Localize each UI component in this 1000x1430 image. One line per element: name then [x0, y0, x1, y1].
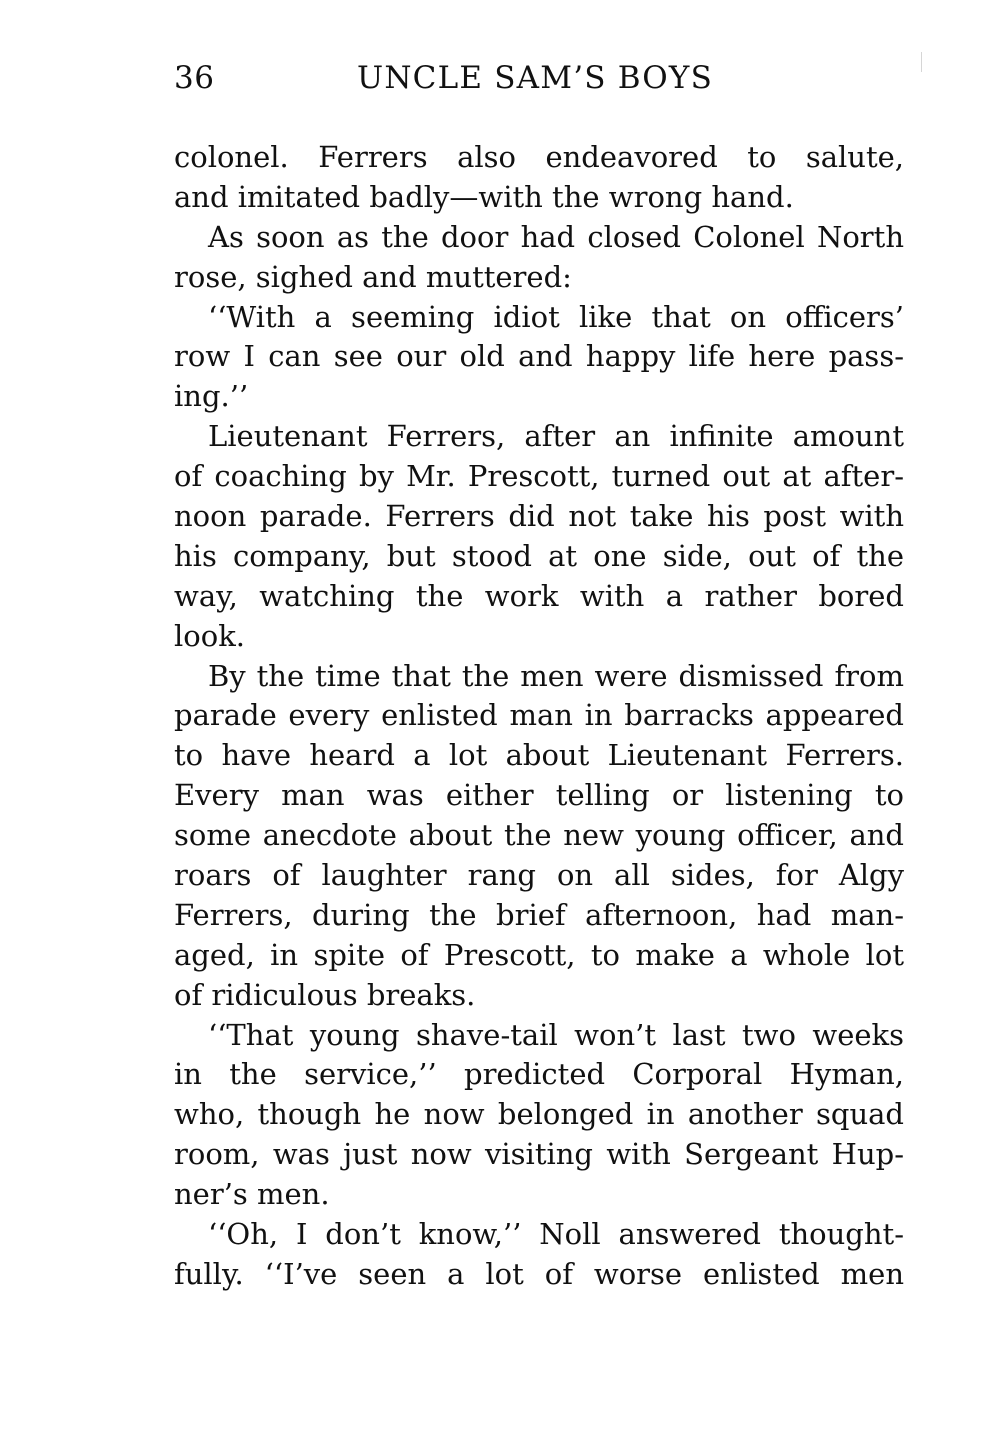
text-line: colonel. Ferrers also endeavored to salute, — [174, 140, 904, 174]
text-line: rose, sighed and muttered: — [174, 259, 572, 294]
text-line: Ferrers, during the brief afternoon, had man- — [174, 897, 904, 932]
text-line: who, though he now belonged in another squad — [174, 1097, 904, 1132]
text-line: roars of laughter rang on all sides, for Algy — [174, 858, 904, 893]
body-text — [174, 138, 904, 1295]
text-line: fully. ‘‘I’ve seen a lot of worse enlisted men — [174, 1256, 904, 1291]
text-line: aged, in spite of Prescott, to make a whole lot — [174, 937, 904, 972]
text-line: to have heard a lot about Lieutenant Ferrers. — [174, 738, 904, 773]
page-header — [174, 58, 904, 98]
text-line: way, watching the work with a rather bored — [174, 578, 904, 613]
scan-mark — [921, 52, 922, 72]
text-line: row I can see our old and happy life here pass- — [174, 339, 904, 374]
text-line: in the service,’’ predicted Corporal Hyman, — [174, 1057, 904, 1092]
text-line: ‘‘Oh, I don’t know,’’ Noll answered thought- — [208, 1217, 904, 1252]
page-number: 36 — [174, 60, 215, 96]
text-line: noon parade. Ferrers did not take his post with — [174, 499, 904, 534]
text-line: of coaching by Mr. Prescott, turned out at after- — [174, 459, 904, 494]
text-line: his company, but stood at one side, out of the — [174, 538, 904, 573]
text-line: ing.’’ — [174, 379, 249, 414]
text-line: As soon as the door had closed Colonel North — [208, 219, 904, 254]
text-line: ner’s men. — [174, 1177, 330, 1212]
text-line: look. — [174, 618, 245, 653]
text-line: ‘‘That young shave-tail won’t last two weeks — [208, 1017, 904, 1052]
text-line: some anecdote about the new young officer, and — [174, 818, 904, 853]
text-line: of ridiculous breaks. — [174, 977, 476, 1012]
text-line: By the time that the men were dismissed from — [208, 658, 904, 693]
text-line: room, was just now visiting with Sergeant Hup- — [174, 1137, 904, 1172]
running-title: UNCLE SAM’S BOYS — [357, 60, 714, 96]
text-line: parade every enlisted man in barracks appeared — [174, 698, 904, 733]
text-line: Lieutenant Ferrers, after an infinite amount — [208, 419, 904, 454]
text-line: and imitated badly—with the wrong hand. — [174, 179, 794, 214]
text-line: ‘‘With a seeming idiot like that on officers’ — [208, 299, 904, 334]
text-line: Every man was either telling or listening to — [174, 778, 904, 813]
